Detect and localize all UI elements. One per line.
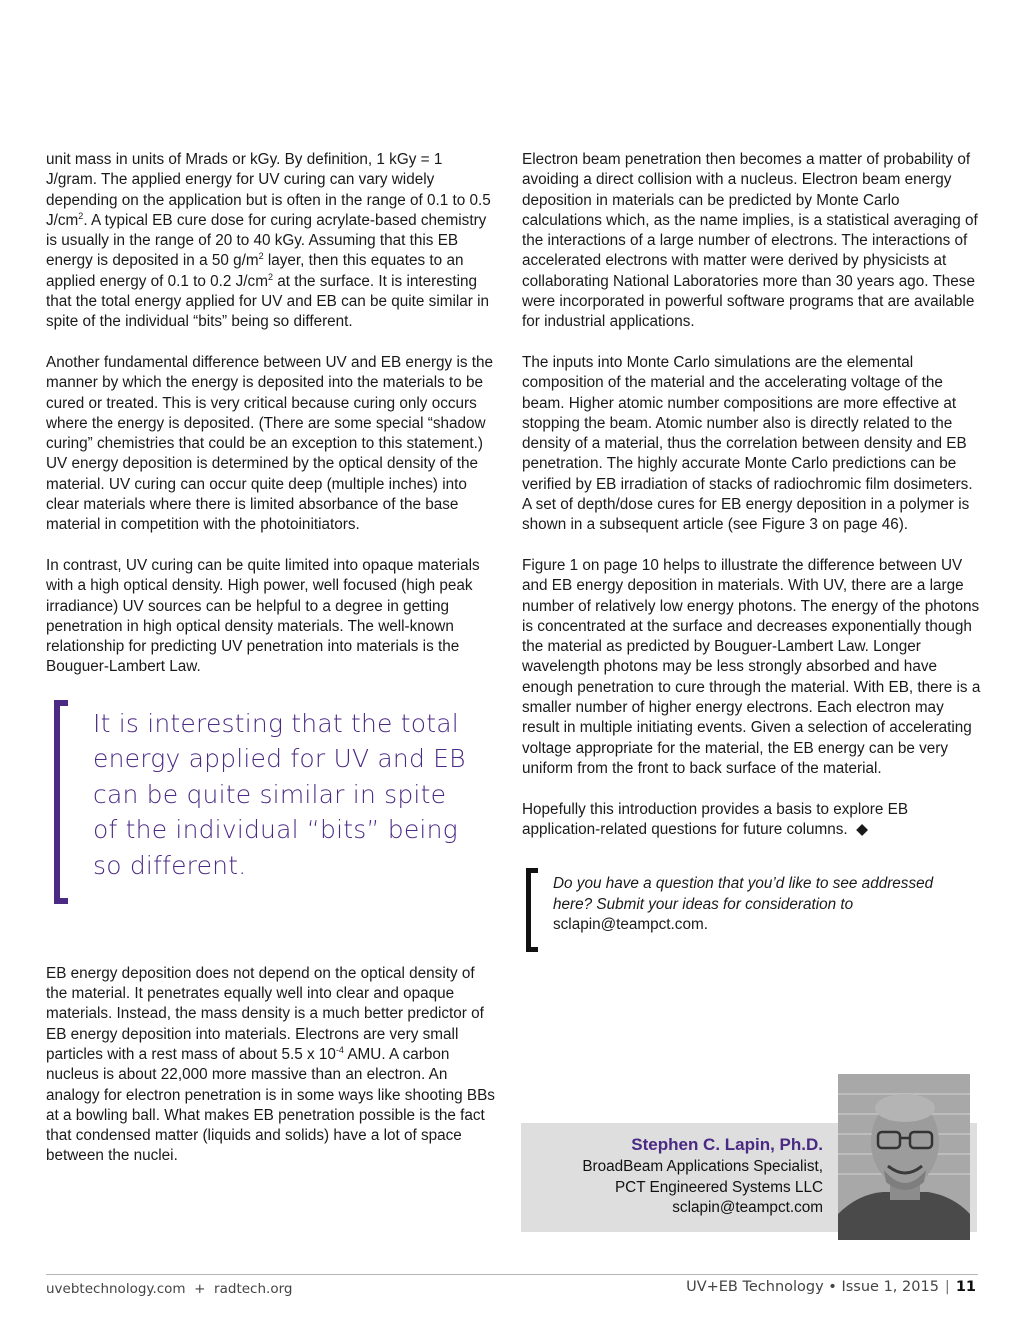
author-portrait-icon <box>838 1074 970 1240</box>
paragraph-simulation-inputs: The inputs into Monte Carlo simulations are the elemental composition of the material and the accelerating voltage of the beam. Higher atomic number compositions are more effective at stopping the beam. Atomic number also is directly related to the density of a material, thus the correlation between density and EB penetration. The highly accurate Monte Carlo predictions can be verified by EB irradiation of stacks of radiochromic film dosimeters. A set of depth/dose cures for EB energy deposition in a polymer is shown in a subsequent article (see Figure 3 on page 46). <box>522 353 973 534</box>
footer-separator: | <box>944 1279 950 1295</box>
paragraph-monte-carlo: Electron beam penetration then becomes a matter of probability of avoiding a direct collision with a nucleus. Electron beam energy deposition in materials can be predicted by Monte Carlo calculations which, as the name implies, is a statistical averaging of the interactions of a large number of electrons. The interactions of accelerated electrons with matter were derived by physicists at collaborating National Laboratories more than 30 years ago. These were incorporated in powerful software programs that are available for industrial applications. <box>522 151 978 331</box>
author-title: BroadBeam Applications Specialist, <box>582 1158 823 1176</box>
paragraph-energy-units: unit mass in units of Mrads or kGy. By definition, 1 kGy = 1 J/gram. The applied energy for UV curing can vary widely depending on the application but is often in the range of 0.1 to 0.5 $J/cm^2$. A typical EB cure dose for curing acrylate-based chemistry is usually in the range of 20 to 40 kGy. Assuming that this EB energy is deposited in a 50 $g/m^2$ layer, then this equates to an applied energy of 0.1 to 0.2 $J/cm^2$ at the surface. It is interesting that the total energy applied for UV and EB can be quite similar in spite of the individual “bits” being so different. <box>46 151 491 331</box>
publication-issue: UV+EB Technology • Issue 1, 2015 <box>686 1279 939 1295</box>
cta-email-link[interactable]: sclapin@teampct.com. <box>553 915 708 933</box>
left-column <box>46 150 496 1187</box>
author-name: Stephen C. Lapin, Ph.D. <box>631 1135 823 1154</box>
author-company: PCT Engineered Systems LLC <box>614 1178 823 1196</box>
pull-quote-text: It is interesting that the total energy applied for UV and EB can be quite similar in spite of the individual “bits” being so different. <box>93 708 466 880</box>
cta-text: Do you have a question that you’d like to see addressed here? Submit your ideas for consideration to sclapin@teampct.com. <box>553 875 934 933</box>
footer-websites[interactable]: uvebtechnology.com + radtech.org <box>46 1281 293 1297</box>
footer-divider <box>46 1274 978 1275</box>
page-number: 11 <box>955 1279 976 1295</box>
right-column <box>522 150 982 960</box>
paragraph-conclusion: Hopefully this introduction provides a basis to explore EB application-related questions for future columns. ◆ <box>522 800 909 838</box>
footer-publication <box>686 1279 976 1295</box>
cta-bracket <box>526 868 538 952</box>
paragraph-eb-deposition: EB energy deposition does not depend on the optical density of the material. It penetrates equally well into clear and opaque materials. Instead, the mass density is a much better predictor of EB energy deposition into materials. Electrons are very small particles with a rest mass of about 5.5 x $10^{-4}$ AMU. A carbon nucleus is about 22,000 more massive than an electron. An analogy for electron penetration is in some ways like shooting BBs at a bowling ball. What makes EB penetration possible is the fact that condensed matter (liquids and solids) have a lot of space between the nuclei. <box>46 964 495 1165</box>
paragraph-energy-deposition: Another fundamental difference between UV and EB energy is the manner by which the energy is deposited into the materials to be cured or treated. This is very critical because curing only occurs where the energy is deposited. (There are some special “shadow curing” chemistries that could be an exception to this statement.) UV energy deposition is determined by the optical density of the material. UV curing can occur quite deep (multiple inches) into clear materials where there is limited absorbance of the base material in competition with the photoinitiators. <box>46 353 494 534</box>
author-bio-text <box>582 1135 823 1218</box>
end-mark-icon: ◆ <box>856 820 868 838</box>
author-email-link[interactable]: sclapin@teampct.com <box>672 1198 823 1216</box>
paragraph-uv-opaque: In contrast, UV curing can be quite limited into opaque materials with a high optical density. High power, well focused (high peak irradiance) UV sources can be helpful to a degree in getting penetration in high optical density materials. The well-known relationship for predicting UV penetration into materials is the Bouguer-Lambert Law. <box>46 556 480 676</box>
pull-quote <box>46 700 496 908</box>
pull-quote-bracket <box>54 700 68 904</box>
call-to-action <box>522 860 982 960</box>
paragraph-figure-1: Figure 1 on page 10 helps to illustrate the difference between UV and EB energy deposition in materials. With UV, there are a large number of relatively low energy photons. The energy of the photons is concentrated at the surface and decreases exponentially though the material as predicted by Bouguer-Lambert Law. Longer wavelength photons may be less strongly absorbed and have enough penetration to cure through the material. With EB, there is a smaller number of higher energy electrons. Each electron may result in multiple initiating events. Given a selection of accelerating voltage appropriate for the material, the EB energy can be very uniform from the front to back surface of the material. <box>522 556 981 777</box>
